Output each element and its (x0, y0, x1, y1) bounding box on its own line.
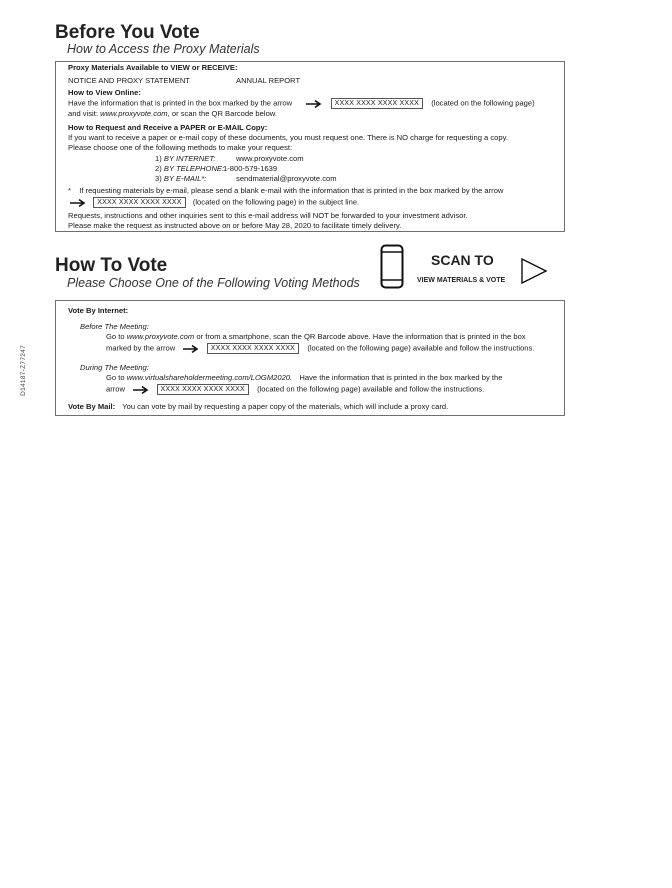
materials-heading: Proxy Materials Available to VIEW or RECEIVE: (68, 63, 238, 72)
material-notice: NOTICE AND PROXY STATEMENT (68, 76, 190, 85)
method-label: BY TELEPHONE: (163, 164, 225, 173)
voting-methods-box (55, 300, 565, 416)
control-number-box: XXXX XXXX XXXX XXXX (331, 98, 423, 109)
method-label: BY INTERNET: (163, 154, 216, 163)
smartphone-icon (380, 244, 404, 289)
view-line1-text: Have the information that is printed in the box marked by the arrow (68, 98, 293, 108)
during-meeting-label: During The Meeting: (80, 363, 149, 372)
request-line1: If you want to receive a paper or e-mail copy of these documents, you must request one. There is NO charge for requesting a copy. (68, 133, 508, 142)
request-heading: How to Request and Receive a PAPER or E-MAIL Copy: (68, 123, 268, 132)
method-value[interactable]: sendmaterial@proxyvote.com (236, 174, 337, 183)
scan-title: SCAN TO (431, 252, 494, 268)
footnote-text: If requesting materials by e-mail, please send a blank e-mail with the information that is printed in the box marked by the arrow (79, 186, 504, 195)
during-meeting-line2 (106, 384, 484, 395)
view-heading: How to View Online: (68, 88, 141, 97)
control-number-box: XXXX XXXX XXXX XXXX (207, 343, 299, 354)
before-line2-post: (located on the following page) available and follow the instructions. (307, 343, 535, 353)
control-number-box: XXXX XXXX XXXX XXXX (157, 384, 249, 395)
before-line2-pre: marked by the arrow (106, 343, 176, 353)
method-value[interactable]: 1-800-579-1639 (223, 164, 278, 173)
mail-heading: Vote By Mail: (68, 402, 116, 411)
note-line2: Please make the request as instructed above on or before May 28, 2020 to facilitate timely delivery. (68, 221, 402, 230)
method-value[interactable]: www.proxyvote.com (236, 154, 304, 163)
before-line1-post: or from a smartphone, scan the QR Barcode above. Have the information that is printed in the box (196, 332, 526, 341)
method-num: 2) (155, 164, 162, 173)
during-line1-post: Have the information that is printed in the box marked by the (299, 373, 503, 382)
method-num: 1) (155, 154, 162, 163)
method-num: 3) (155, 174, 162, 183)
go-to-text: Go to (106, 332, 125, 341)
view-line1 (68, 98, 535, 109)
view-line2 (68, 109, 277, 119)
play-triangle-icon (520, 257, 548, 285)
request-line2: Please choose one of the following methods to make your request: (68, 143, 293, 152)
arrow-right-icon (133, 386, 149, 394)
note-line1: Requests, instructions and other inquiries sent to this e-mail address will NOT be forwarded to your investment advisor. (68, 211, 468, 220)
before-subtitle: How to Access the Proxy Materials (67, 42, 260, 56)
material-annual-report: ANNUAL REPORT (236, 76, 301, 85)
view-line1-after: (located on the following page) (431, 98, 535, 108)
virtual-meeting-link[interactable]: www.virtualshareholdermeeting.com/LOGM2020. (126, 373, 293, 382)
footnote-line2 (70, 197, 359, 208)
during-meeting-line1 (106, 373, 502, 383)
during-line2-post: (located on the following page) available and follow the instructions. (257, 384, 485, 394)
mail-text: You can vote by mail by requesting a paper copy of the materials, which will include a proxy card. (122, 402, 449, 411)
document-code: D14187-Z77247 (20, 345, 27, 396)
footnote-line1 (68, 186, 503, 196)
arrow-right-icon (70, 199, 86, 207)
before-title: Before You Vote (55, 22, 200, 43)
internet-heading: Vote By Internet: (68, 306, 129, 315)
before-meeting-line2 (106, 343, 534, 354)
method-email (155, 174, 337, 184)
method-internet (155, 154, 304, 164)
view-line2-post: or scan the QR Barcode below. (171, 109, 277, 118)
method-telephone (155, 164, 277, 174)
before-meeting-label: Before The Meeting: (80, 322, 149, 331)
arrow-right-icon (306, 100, 322, 108)
proxyvote-link[interactable]: www.proxyvote.com (126, 332, 195, 341)
how-title: How To Vote (55, 255, 168, 276)
control-number-box: XXXX XXXX XXXX XXXX (93, 197, 185, 208)
how-subtitle: Please Choose One of the Following Voting Methods (67, 276, 360, 290)
during-line2-pre: arrow (106, 384, 125, 394)
method-label: BY E-MAIL*: (163, 174, 207, 183)
view-line2-pre: and visit: (68, 109, 98, 118)
vote-by-mail (68, 402, 448, 412)
go-to-text: Go to (106, 373, 125, 382)
proxyvote-link[interactable]: www.proxyvote.com, (100, 109, 170, 118)
footnote-line2-text: (located on the following page) in the subject line. (192, 197, 360, 207)
before-meeting-line1 (106, 332, 526, 342)
footnote-star: * (68, 186, 71, 195)
arrow-right-icon (183, 345, 199, 353)
proxy-materials-box (55, 61, 565, 232)
scan-subtitle: VIEW MATERIALS & VOTE (417, 277, 506, 284)
